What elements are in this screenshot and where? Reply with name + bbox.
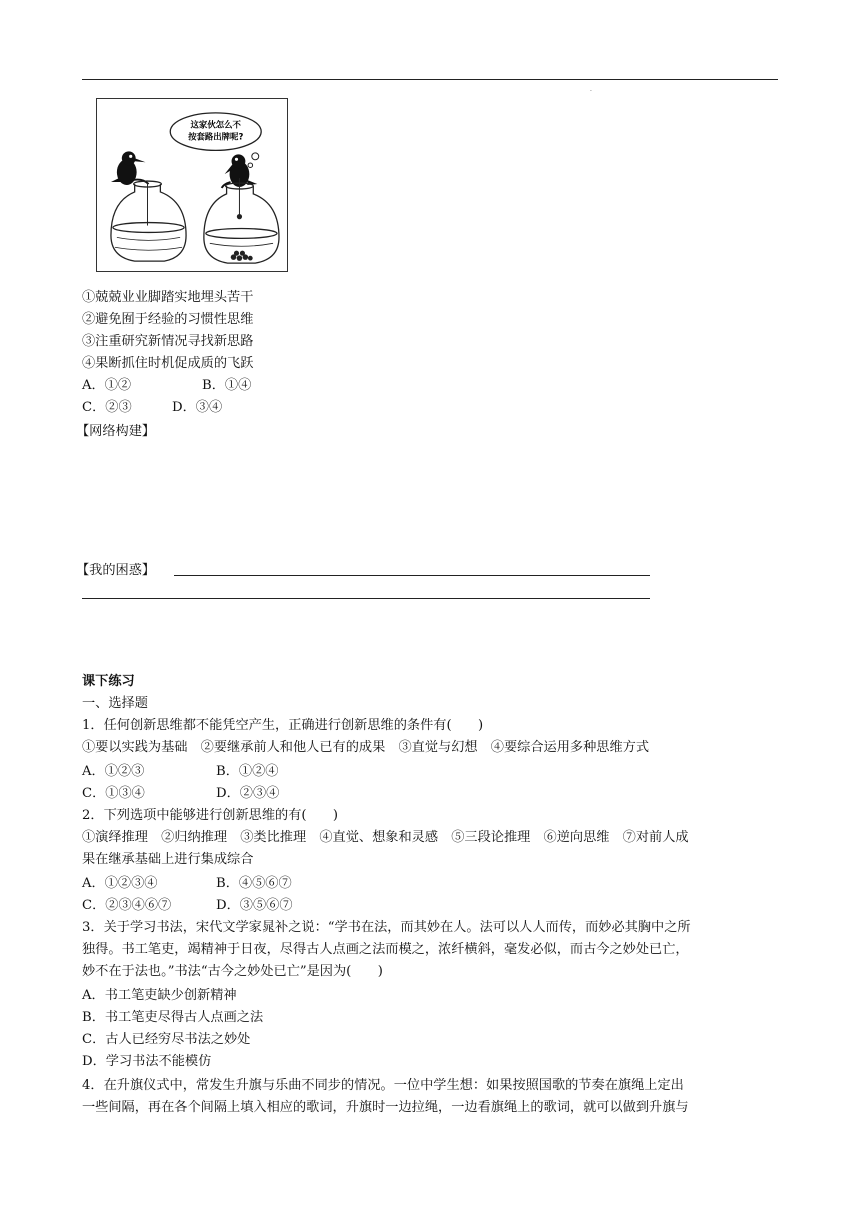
right-jar <box>204 178 279 263</box>
left-crow <box>111 151 149 185</box>
q1-option-b: B．①②④ <box>216 764 279 779</box>
page-dot: · <box>590 88 592 95</box>
bubble-text-2: 按套路出牌呢? <box>188 131 244 142</box>
q2-items-2: 果在继承基础上进行集成综合 <box>82 852 254 867</box>
top-option-c: C．②③ <box>82 400 132 415</box>
q3-line-1: 3．关于学习书法，宋代文学家晁补之说：“学书在法，而其妙在人。法可以人人而传，而妙必其胸中之所 <box>82 920 691 935</box>
q1-option-c: C．①③④ <box>82 786 145 801</box>
q1-stem: 1．任何创新思维都不能凭空产生，正确进行创新思维的条件有( ) <box>82 718 484 733</box>
header-rule <box>82 79 778 80</box>
q2-option-c: C．②③④⑥⑦ <box>82 898 172 913</box>
q3-option-a: A．书工笔吏缺少创新精神 <box>82 988 237 1003</box>
confusion-blank-2 <box>82 598 650 599</box>
top-item-1: ①兢兢业业脚踏实地埋头苦干 <box>82 290 254 305</box>
q2-stem: 2．下列选项中能够进行创新思维的有( ) <box>82 808 339 823</box>
q4-line-2: 一些间隔，再在各个间隔上填入相应的歌词，升旗时一边拉绳，一边看旗绳上的歌词，就可以做到升旗与 <box>82 1100 689 1115</box>
q2-option-b: B．④⑤⑥⑦ <box>216 876 292 891</box>
q1-items: ①要以实践为基础 ②要继承前人和他人已有的成果 ③直觉与幻想 ④要综合运用多种思维方式 <box>82 740 650 755</box>
left-jar <box>111 181 186 261</box>
top-item-4: ④果断抓住时机促成质的飞跃 <box>82 356 254 371</box>
cartoon-illustration <box>96 98 288 272</box>
q1-option-d: D．②③④ <box>216 786 280 801</box>
top-option-a: A．①② <box>82 378 132 393</box>
q2-items-1: ①演绎推理 ②归纳推理 ③类比推理 ④直觉、想象和灵感 ⑤三段论推理 ⑥逆向思维 ⑦对前人成 <box>82 830 689 845</box>
q3-option-b: B．书工笔吏尽得古人点画之法 <box>82 1010 264 1025</box>
top-item-2: ②避免囿于经验的习惯性思维 <box>82 312 254 327</box>
top-option-b: B．①④ <box>202 378 252 393</box>
q3-line-2: 独得。书工笔吏，竭精神于日夜，尽得古人点画之法而模之，浓纤横斜，毫发必似，而古今之妙处已亡， <box>82 942 689 957</box>
confusion-heading: 【我的困惑】 <box>76 563 156 578</box>
top-item-3: ③注重研究新情况寻找新思路 <box>82 334 254 349</box>
q2-option-d: D．③⑤⑥⑦ <box>216 898 293 913</box>
q4-line-1: 4．在升旗仪式中，常发生升旗与乐曲不同步的情况。一位中学生想：如果按照国歌的节奏在旗绳上定出 <box>82 1078 684 1093</box>
q3-line-3: 妙不在于法也。”书法“古今之妙处已亡”是因为( ) <box>82 964 383 979</box>
bubble-text-1: 这家伙怎么不 <box>190 119 241 130</box>
q1-option-a: A．①②③ <box>82 764 145 779</box>
pebbles <box>231 251 253 261</box>
section-heading: 一、选择题 <box>82 696 148 711</box>
q3-option-c: C．古人已经穷尽书法之妙处 <box>82 1032 251 1047</box>
top-option-d: D．③④ <box>172 400 223 415</box>
q3-option-d: D．学习书法不能模仿 <box>82 1054 212 1069</box>
practice-heading: 课下练习 <box>82 674 135 689</box>
q2-option-a: A．①②③④ <box>82 876 158 891</box>
confusion-blank-1 <box>174 575 650 576</box>
network-heading: 【网络构建】 <box>76 424 156 439</box>
